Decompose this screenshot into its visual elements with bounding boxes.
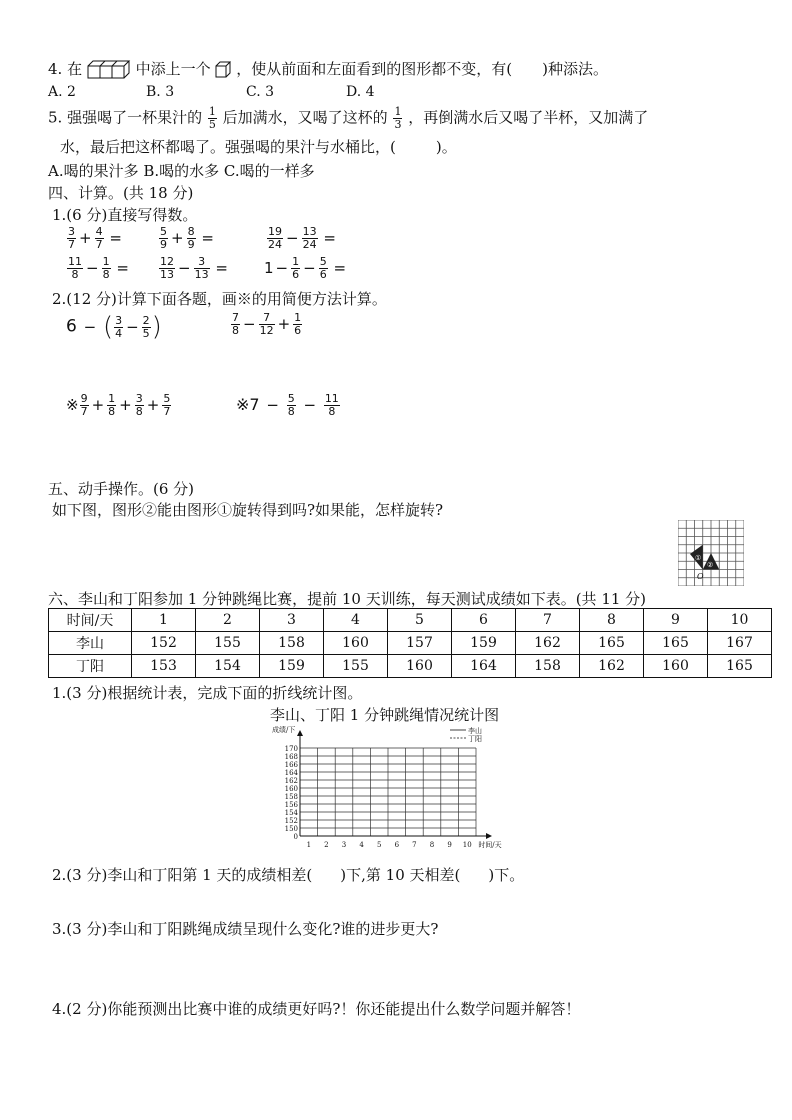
q4-option-a: A. 2 bbox=[48, 84, 76, 100]
x-tick-label: 4 bbox=[359, 841, 364, 849]
section-6-title: 六、李山和丁阳参加 1 分钟跳绳比赛，提前 10 天训练，每天测试成绩如下表。(共 11 分) bbox=[48, 590, 647, 608]
y-tick-label: 150 bbox=[284, 825, 298, 833]
table-row: 丁阳 153 154 159 155 160 164 158 162 160 165 bbox=[49, 655, 772, 678]
x-tick-label: 8 bbox=[429, 841, 435, 849]
section-6-q4: 4.(2 分)你能预测出比赛中谁的成绩更好吗?！你还能提出什么数学问题并解答！ bbox=[52, 1000, 581, 1018]
q5-options: A.喝的果汁多 B.喝的水多 C.喝的一样多 bbox=[48, 162, 315, 180]
chart-title: 李山、丁阳 1 分钟跳绳情况统计图 bbox=[270, 706, 500, 724]
y-tick-label: 166 bbox=[284, 761, 298, 769]
q5-line2: 水，最后把这杯都喝了。强强喝的果汁与水桶比，( )。 bbox=[60, 138, 457, 156]
section-5-title: 五、动手操作。(6 分) bbox=[48, 480, 195, 498]
y-axis-arrow bbox=[297, 730, 303, 736]
calc-1: 6 − ( $\frac{3}{4}$ − $\frac{2}{5}$ ) bbox=[66, 312, 162, 342]
table-row: 李山 152 155 158 160 157 159 162 165 165 167 bbox=[49, 632, 772, 655]
line-chart bbox=[270, 724, 520, 856]
y-tick-label: 162 bbox=[284, 777, 298, 785]
x-tick-label: 7 bbox=[412, 841, 417, 849]
x-tick-label: 1 bbox=[306, 841, 312, 849]
origin-label: O bbox=[697, 572, 704, 581]
section-4-sub2: 2.(12 分)计算下面各题，画※的用简便方法计算。 bbox=[52, 290, 387, 308]
legend-label: 李山 bbox=[468, 727, 482, 735]
y-tick-label: 170 bbox=[284, 745, 298, 753]
calc-3: ※ $\frac{9}{7}$ + $\frac{1}{8}$ + $\frac{3}{8}$ + $\frac{5}{7}$ bbox=[66, 392, 171, 418]
shape-2-label: ② bbox=[707, 561, 714, 569]
section-6-q2: 2.(3 分)李山和丁阳第 1 天的成绩相差( )下,第 10 天相差( )下。 bbox=[52, 866, 525, 884]
y-axis-label: 成绩/下 bbox=[272, 726, 296, 734]
y-tick-label: 0 bbox=[293, 833, 298, 841]
q5-line1: 5. 强强喝了一杯果汁的 $\frac{1}{5}$ 后加满水，又喝了这杯的 $\frac{1}{3}$ ，再倒满水后又喝了半杯，又加满了 bbox=[48, 105, 649, 131]
direct-calc-3: $\frac{19}{24}$ − $\frac{13}{24}$ = bbox=[268, 225, 336, 251]
shape-1-label: ① bbox=[695, 554, 702, 562]
x-tick-label: 6 bbox=[394, 841, 400, 849]
x-tick-label: 3 bbox=[341, 841, 347, 849]
single-cube-icon bbox=[215, 61, 231, 79]
direct-calc-5: $\frac{12}{13}$ − $\frac{3}{13}$ = bbox=[160, 255, 228, 281]
section-6-q3: 3.(3 分)李山和丁阳跳绳成绩呈现什么变化?谁的进步更大? bbox=[52, 920, 439, 938]
x-tick-label: 5 bbox=[376, 841, 382, 849]
direct-calc-1: $\frac{3}{7}$ + $\frac{4}{7}$ = bbox=[68, 225, 122, 251]
y-tick-label: 154 bbox=[284, 809, 298, 817]
fraction: $\frac{1}{3}$ bbox=[394, 105, 402, 131]
y-tick-label: 156 bbox=[284, 801, 298, 809]
x-tick-label: 10 bbox=[462, 841, 472, 849]
q4-option-c: C. 3 bbox=[246, 84, 275, 100]
fraction: $\frac{1}{5}$ bbox=[208, 105, 216, 131]
rotation-grid-figure bbox=[678, 520, 744, 586]
section-5-body: 如下图，图形②能由图形①旋转得到吗?如果能，怎样旋转? bbox=[52, 501, 444, 519]
direct-calc-6: 1 − $\frac{1}{6}$ − $\frac{5}{6}$ = bbox=[264, 255, 347, 281]
section-6-q1: 1.(3 分)根据统计表，完成下面的折线统计图。 bbox=[52, 684, 363, 702]
score-table bbox=[48, 608, 772, 678]
y-tick-label: 168 bbox=[284, 753, 298, 761]
x-axis-label: 时间/天 bbox=[478, 841, 502, 849]
section-4-title: 四、计算。(共 18 分) bbox=[48, 184, 194, 202]
section-4-sub1: 1.(6 分)直接写得数。 bbox=[52, 206, 198, 224]
calc-2: $\frac{7}{8}$ − $\frac{7}{12}$ + $\frac{1}{6}$ bbox=[232, 311, 302, 337]
direct-calc-4: $\frac{11}{8}$ − $\frac{1}{8}$ = bbox=[68, 255, 129, 281]
q4-option-d: D. 4 bbox=[346, 84, 375, 100]
y-tick-label: 152 bbox=[284, 817, 298, 825]
x-tick-label: 2 bbox=[324, 841, 329, 849]
legend-label: 丁阳 bbox=[468, 735, 482, 743]
calc-4: ※7 − $\frac{5}{8}$ − $\frac{11}{8}$ bbox=[236, 392, 339, 418]
cube-group-icon bbox=[87, 60, 131, 80]
y-tick-label: 164 bbox=[284, 769, 298, 777]
table-header-row: 时间/天 1 2 3 4 5 6 7 8 9 10 bbox=[49, 609, 772, 632]
q4-option-b: B. 3 bbox=[146, 84, 175, 100]
x-tick-label: 9 bbox=[447, 841, 452, 849]
q4-line: 4. 在 中添上一个 ，使从前面和左面看到的图形都不变，有( )种添法。 bbox=[48, 60, 608, 78]
y-tick-label: 160 bbox=[284, 785, 298, 793]
y-tick-label: 158 bbox=[284, 793, 298, 801]
direct-calc-2: $\frac{5}{9}$ + $\frac{8}{9}$ = bbox=[160, 225, 214, 251]
x-axis-arrow bbox=[486, 833, 492, 839]
